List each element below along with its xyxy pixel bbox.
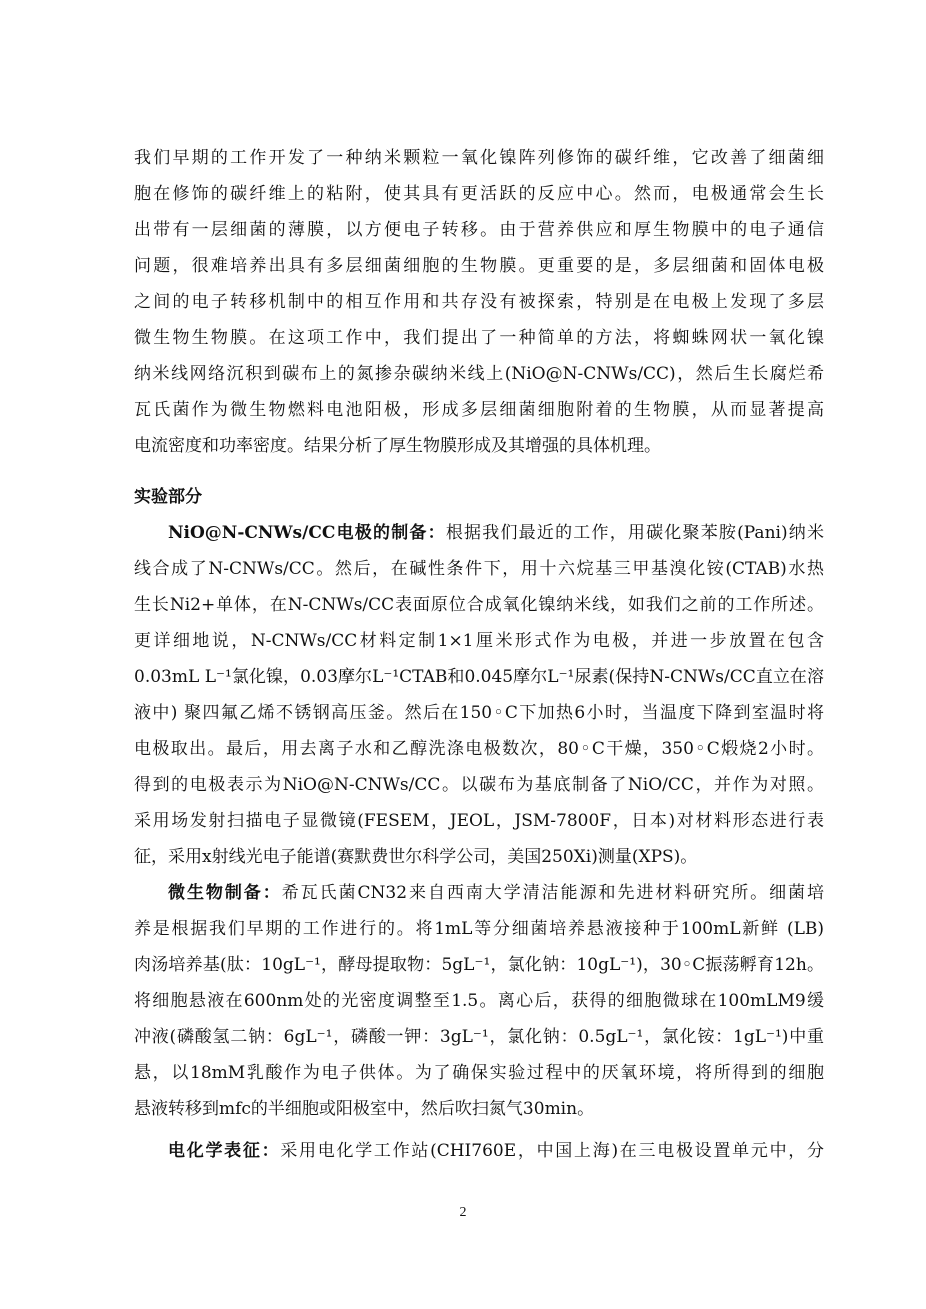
text-line: 我们早期的工作开发了一种纳米颗粒一氧化镍阵列修饰的碳纤维，它改善了细菌细 bbox=[134, 148, 824, 168]
text-line: 之间的电子转移机制中的相互作用和共存没有被探索，特别是在电极上发现了多层 bbox=[134, 292, 824, 312]
text-line: 生长Ni2+单体，在N-CNWs/CC表面原位合成氧化镍纳米线，如我们之前的工作所述。 bbox=[134, 595, 824, 615]
paragraph-text: 根据我们最近的工作，用碳化聚苯胺(Pani)纳米 bbox=[445, 523, 824, 543]
paragraph-text: 希瓦氏菌CN32来自西南大学清洁能源和先进材料研究所。细菌培 bbox=[281, 883, 825, 903]
text-line: 电流密度和功率密度。结果分析了厚生物膜形成及其增强的具体机理。 bbox=[134, 436, 661, 456]
text-line: 纳米线网络沉积到碳布上的氮掺杂碳纳米线上(NiO@N-CNWs/CC)，然后生长腐烂希 bbox=[134, 364, 824, 384]
text-line: 问题，很难培养出具有多层细菌细胞的生物膜。更重要的是，多层细菌和固体电极 bbox=[134, 256, 824, 276]
text-line: 微生物生物膜。在这项工作中，我们提出了一种简单的方法，将蜘蛛网状一氧化镍 bbox=[134, 328, 824, 348]
paragraph-first-line bbox=[168, 521, 824, 545]
paragraph-label: 电化学表征： bbox=[168, 1141, 281, 1161]
text-line: 采用场发射扫描电子显微镜(FESEM，JEOL，JSM-7800F，日本)对材料形态进行表 bbox=[134, 811, 824, 831]
section-heading: 实验部分 bbox=[134, 487, 202, 507]
text-line: 出带有一层细菌的薄膜，以方便电子转移。由于营养供应和厚生物膜中的电子通信 bbox=[134, 220, 824, 240]
text-line: 瓦氏菌作为微生物燃料电池阳极，形成多层细菌细胞附着的生物膜，从而显著提高 bbox=[134, 400, 824, 420]
text-line: 胞在修饰的碳纤维上的粘附，使其具有更活跃的反应中心。然而，电极通常会生长 bbox=[134, 184, 824, 204]
paragraph-first-line bbox=[168, 881, 824, 905]
page-number: 2 bbox=[459, 1205, 467, 1220]
text-line: 养是根据我们早期的工作进行的。将1mL等分细菌培养悬液接种于100mL新鲜 (LB) bbox=[134, 919, 824, 939]
paragraph-label: NiO@N-CNWs/CC电极的制备： bbox=[168, 523, 446, 543]
text-line: 冲液(磷酸氢二钠：6gL⁻¹，磷酸一钾：3gL⁻¹，氯化钠：0.5gL⁻¹，氯化铵：1gL⁻¹)中重 bbox=[134, 1027, 824, 1047]
text-line: 得到的电极表示为NiO@N-CNWs/CC。以碳布为基底制备了NiO/CC，并作为对照。 bbox=[134, 775, 824, 795]
text-line: 悬液转移到mfc的半细胞或阳极室中，然后吹扫氮气30min。 bbox=[134, 1099, 595, 1119]
text-line: 更详细地说，N-CNWs/CC材料定制1×1厘米形式作为电极，并进一步放置在包含 bbox=[134, 631, 824, 651]
paragraph-label: 微生物制备： bbox=[168, 883, 282, 903]
paragraph-text: 采用电化学工作站(CHI760E，中国上海)在三电极设置单元中，分 bbox=[280, 1141, 825, 1161]
text-line: 肉汤培养基(肽：10gL⁻¹，酵母提取物：5gL⁻¹，氯化钠：10gL⁻¹)，30◦C振荡孵育12h。 bbox=[134, 955, 824, 975]
text-line: 悬，以18mM乳酸作为电子供体。为了确保实验过程中的厌氧环境，将所得到的细胞 bbox=[134, 1063, 824, 1083]
text-line: 0.03mL L⁻¹氯化镍，0.03摩尔L⁻¹CTAB和0.045摩尔L⁻¹尿素(保持N-CNWs/CC直立在溶 bbox=[134, 667, 824, 687]
paragraph-first-line bbox=[168, 1139, 824, 1163]
text-line: 液中) 聚四氟乙烯不锈钢高压釜。然后在150◦C下加热6小时，当温度下降到室温时将 bbox=[134, 703, 824, 723]
text-line: 将细胞悬液在600nm处的光密度调整至1.5。离心后，获得的细胞微球在100mLM9缓 bbox=[134, 991, 824, 1011]
text-line: 电极取出。最后，用去离子水和乙醇洗涤电极数次，80◦C干燥，350◦C煅烧2小时。 bbox=[134, 739, 824, 759]
text-line: 线合成了N-CNWs/CC。然后，在碱性条件下，用十六烷基三甲基溴化铵(CTAB)水热 bbox=[134, 559, 824, 579]
text-line: 征，采用x射线光电子能谱(赛默费世尔科学公司，美国250Xi)测量(XPS)。 bbox=[134, 847, 698, 867]
